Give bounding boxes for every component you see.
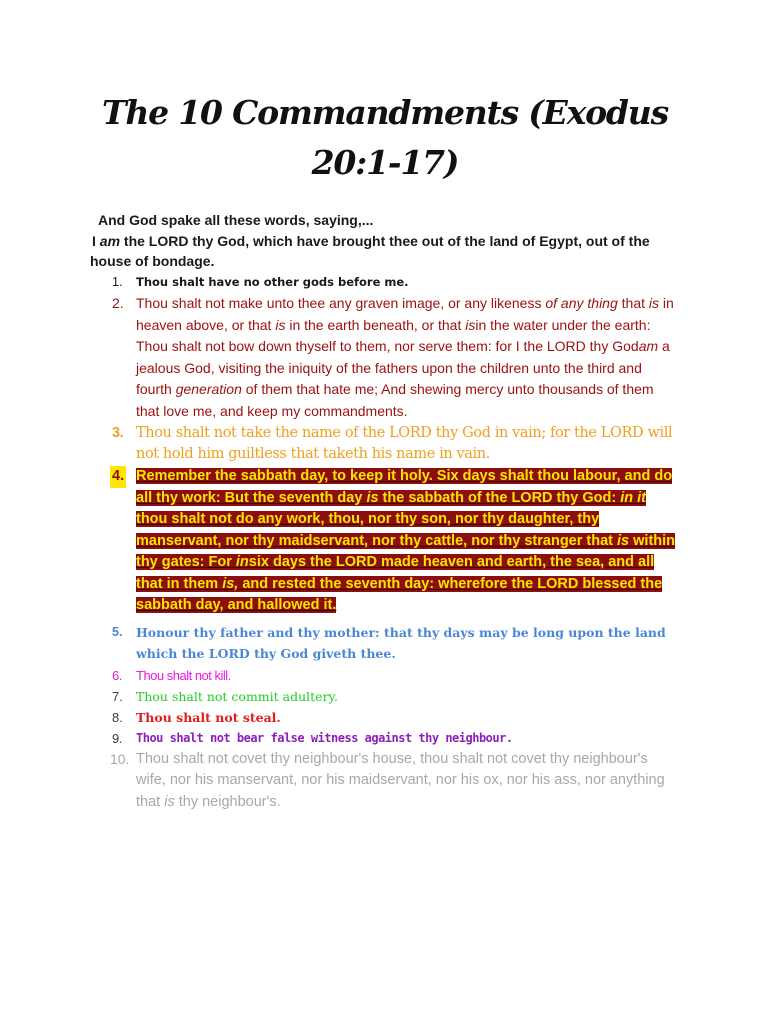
commandment-number: 1. bbox=[112, 275, 123, 289]
text-emphasis: is bbox=[164, 793, 175, 810]
commandment-number: 2. bbox=[112, 295, 124, 311]
page-title: The 10 Commandments (Exodus 20:1-17) bbox=[102, 93, 668, 182]
commandment-5 bbox=[90, 622, 680, 664]
text-part: Thou shalt not covet thy neighbour's house, thou shalt not covet thy neighbour's wife, nor his manservant, nor his maidservant, nor his ox, nor his ass, nor anything that bbox=[136, 750, 665, 810]
commandment-text bbox=[136, 751, 665, 810]
text-part: within thy gates: For bbox=[136, 532, 676, 570]
text-emphasis: is bbox=[275, 316, 286, 333]
text-part: that bbox=[617, 295, 649, 311]
text-part: thou shalt not do any work, thou, nor thy son, nor thy daughter, thy manservant, nor thy maidservant, nor thy cattle, nor thy stranger that bbox=[136, 511, 618, 549]
commandment-10 bbox=[90, 749, 680, 814]
commandment-text: Thou shalt have no other gods before me. bbox=[136, 275, 409, 289]
text-part: six days the LORD made heaven and earth, the sea, and all that in them bbox=[136, 554, 655, 592]
commandment-text: Thou shalt not steal. bbox=[136, 709, 281, 725]
commandment-number: 6. bbox=[112, 667, 122, 683]
text-part: in the water under the earth: Thou shalt not bow down thyself to them, nor serve them: for I the LORD thy God bbox=[136, 316, 651, 354]
commandment-3 bbox=[90, 423, 680, 465]
commandment-text: Thou shalt not bear false witness against thy neighbour. bbox=[136, 730, 513, 745]
commandment-2 bbox=[90, 293, 680, 422]
commandment-number: 3. bbox=[112, 425, 124, 441]
commandment-text: Thou shalt not commit adultery. bbox=[136, 688, 338, 704]
intro-line: And God spake all these words, saying,... bbox=[98, 212, 374, 228]
text-part: in heaven above, or that bbox=[136, 295, 674, 333]
text-part: a jealous God, visiting the iniquity of the fathers upon the children unto the third and fourth bbox=[136, 338, 670, 397]
text-part: thy neighbour's. bbox=[174, 793, 281, 810]
text-emphasis: am bbox=[638, 338, 659, 354]
text-part: of them that hate me; And shewing mercy unto thousands of them that love me, and keep my commandments. bbox=[136, 381, 654, 419]
intro-emphasis: am bbox=[99, 233, 121, 249]
commandments-list bbox=[90, 271, 680, 813]
commandment-number: 4. bbox=[110, 466, 126, 488]
text-part: the sabbath of the LORD thy God: bbox=[378, 489, 621, 506]
text-part: in the earth beneath, or that bbox=[285, 316, 466, 333]
text-part: Remember the sabbath day, to keep it holy. Six days shalt thou labour, and do all thy work: But the seventh day bbox=[136, 468, 673, 506]
text-emphasis: is bbox=[617, 532, 630, 549]
commandment-6 bbox=[90, 665, 680, 686]
commandment-text: Honour thy father and thy mother: that thy days may be long upon the land which the LORD thy God giveth thee. bbox=[136, 624, 666, 661]
text-emphasis: is bbox=[366, 489, 379, 506]
text-emphasis: is bbox=[465, 316, 476, 333]
text-emphasis: of any thing bbox=[545, 295, 618, 311]
text-emphasis: in bbox=[235, 554, 249, 570]
text-part: and rested the seventh day: wherefore the LORD blessed the sabbath day, and hallowed it. bbox=[136, 575, 663, 613]
commandment-8 bbox=[90, 707, 680, 728]
commandment-text bbox=[136, 468, 675, 613]
commandment-number: 7. bbox=[112, 688, 123, 704]
commandment-text: Thou shalt not take the name of the LORD thy God in vain; for the LORD will not hold him guiltless that taketh his name in vain. bbox=[136, 425, 673, 462]
text-part: Thou shalt not make unto thee any graven image, or any likeness bbox=[136, 295, 546, 311]
commandment-text: Thou shalt not kill. bbox=[136, 667, 231, 683]
text-emphasis: generation bbox=[175, 381, 242, 397]
commandment-text bbox=[136, 295, 674, 419]
commandment-number: 8. bbox=[112, 709, 123, 725]
commandment-9 bbox=[90, 728, 680, 749]
text-emphasis: is, bbox=[222, 575, 239, 592]
intro-paragraph bbox=[90, 231, 680, 271]
commandment-4 bbox=[90, 466, 680, 617]
text-emphasis: is bbox=[648, 295, 660, 311]
commandment-number: 9. bbox=[112, 730, 122, 746]
commandment-7 bbox=[90, 686, 680, 707]
commandment-number: 10. bbox=[110, 750, 130, 767]
text-emphasis: in it bbox=[620, 489, 646, 506]
intro-text-post: the LORD thy God, which have brought thee out of the land of Egypt, out of the house of bondage. bbox=[90, 233, 650, 269]
commandment-number: 5. bbox=[112, 624, 123, 639]
commandment-1 bbox=[90, 271, 680, 293]
intro-text-pre: I bbox=[92, 233, 100, 249]
